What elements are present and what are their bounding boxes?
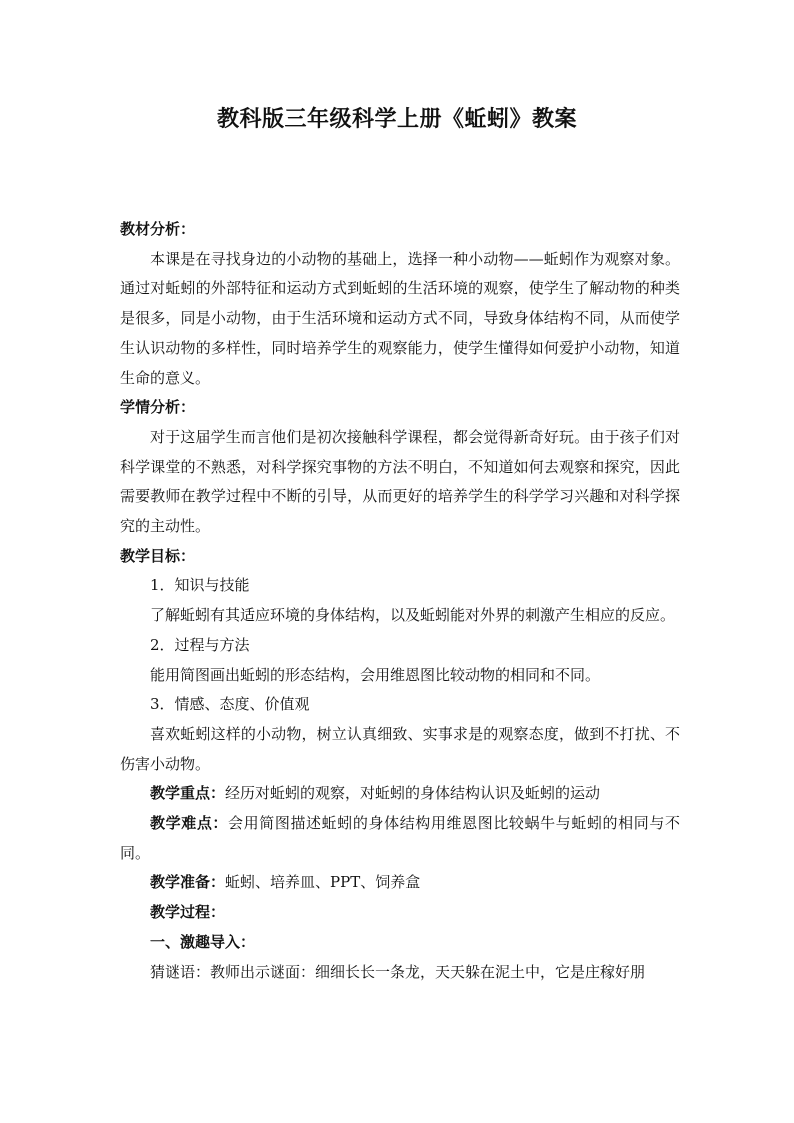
difficulty-line <box>120 809 680 868</box>
preparation-label: 教学准备： <box>150 873 226 892</box>
objective-body-attitude: 喜欢蚯蚓这样的小动物，树立认真细致、实事求是的观察态度，做到不打扰、不伤害小动物。 <box>120 724 680 773</box>
subheading-intro: 一、激趣导入： <box>150 932 256 951</box>
document-body <box>120 215 680 987</box>
objective-body-process: 能用简图画出蚯蚓的形态结构，会用维恩图比较动物的相同和不同。 <box>150 665 601 684</box>
objective-body-knowledge: 了解蚯蚓有其适应环境的身体结构，以及蚯蚓能对外界的刺激产生相应的反应。 <box>150 606 676 625</box>
difficulty-label: 教学难点： <box>150 814 229 833</box>
key-point-line <box>120 779 680 809</box>
objective-label-attitude: 3．情感、态度、价值观 <box>150 695 310 714</box>
objective-label-process: 2．过程与方法 <box>150 635 250 654</box>
paragraph-material-analysis: 本课是在寻找身边的小动物的基础上，选择一种小动物——蚯蚓作为观察对象。通过对蚯蚓的外部特征和运动方式到蚯蚓的生活环境的观察，使学生了解动物的种类是很多，同是小动物，由于生活环境和运动方式不同，导致身体结构不同，从而使学生认识动物的多样性，同时培养学生的观察能力，使学生懂得如何爱护小动物，知道生命的意义。 <box>120 249 680 387</box>
preparation-line <box>120 868 680 898</box>
key-point-text: 经历对蚯蚓的观察，对蚯蚓的身体结构认识及蚯蚓的运动 <box>225 784 601 803</box>
key-point-label: 教学重点： <box>150 784 226 803</box>
paragraph-riddle: 猜谜语：教师出示谜面：细细长长一条龙，天天躲在泥土中，它是庄稼好朋 <box>150 962 646 981</box>
document-title: 教科版三年级科学上册《蚯蚓》教案 <box>216 106 577 132</box>
section-heading-learner-analysis: 学情分析： <box>120 398 196 417</box>
section-heading-material-analysis: 教材分析： <box>120 220 196 238</box>
section-heading-process: 教学过程： <box>150 903 226 922</box>
difficulty-text: 会用简图描述蚯蚓的身体结构用维恩图比较蜗牛与蚯蚓的相同与不同。 <box>120 814 680 862</box>
objective-label-knowledge: 1．知识与技能 <box>150 576 250 595</box>
paragraph-learner-analysis: 对于这届学生而言他们是初次接触科学课程，都会觉得新奇好玩。由于孩子们对科学课堂的不熟悉，对科学探究事物的方法不明白，不知道如何去观察和探究，因此需要教师在教学过程中不断的引导，从而更好的培养学生的科学学习兴趣和对科学探究的主动性。 <box>120 427 680 536</box>
preparation-text: 蚯蚓、培养皿、PPT、饲养盒 <box>225 873 421 892</box>
section-heading-objectives: 教学目标： <box>120 546 196 565</box>
